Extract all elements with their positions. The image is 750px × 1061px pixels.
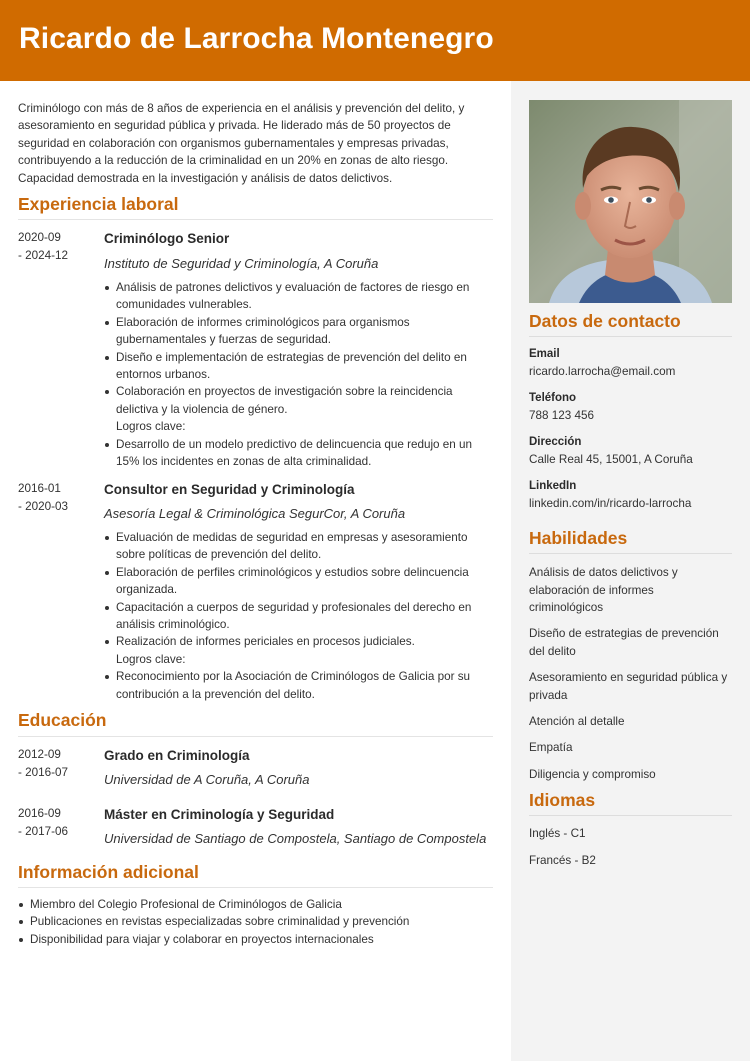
additional-title: Información adicional xyxy=(18,862,199,882)
list-item: Miembro del Colegio Profesional de Criminólogos de Galicia xyxy=(18,896,493,913)
additional-divider xyxy=(18,887,493,888)
list-item: Evaluación de medidas de seguridad en empresas y asesoramiento sobre políticas de prevención del delito. xyxy=(104,529,493,564)
linkedin-label: LinkedIn xyxy=(529,480,577,492)
education-divider xyxy=(18,736,493,737)
list-item: Reconocimiento por la Asociación de Criminólogos de Galicia por su contribución a la prevención del delito. xyxy=(104,668,493,703)
list-item: Logros clave: xyxy=(116,420,186,434)
job-2-date-end: - 2020-03 xyxy=(18,500,69,513)
profile-summary: Criminólogo con más de 8 años de experiencia en el análisis y prevención del delito, y asesoramiento en seguridad pública y privada. He liderado más de 50 proyectos de seguridad en colaboración con organismos gubernamentales y empresas privadas, contribuyendo a la reducción de la criminalidad en un 20% en zonas de alto riesgo. Capacidad demostrada en la investigación y análisis de datos delictivos. xyxy=(18,102,465,185)
skill-item: Diligencia y compromiso xyxy=(529,768,656,781)
list-item: Elaboración de informes criminológicos para organismos gubernamentales y fuerzas de seguridad. xyxy=(104,314,493,349)
job-2-duties xyxy=(104,529,493,703)
phone-value[interactable]: 788 123 456 xyxy=(529,409,594,422)
email-label: Email xyxy=(529,348,560,360)
skill-item: Análisis de datos delictivos y elaboración de informes criminológicos xyxy=(529,566,678,615)
job-1-org: Instituto de Seguridad y Criminología, A Coruña xyxy=(104,256,379,271)
languages-title: Idiomas xyxy=(529,790,596,810)
list-item: Realización de informes periciales en procesos judiciales. xyxy=(104,633,493,650)
skill-item: Empatía xyxy=(529,741,573,754)
skill-item: Diseño de estrategias de prevención del delito xyxy=(529,627,719,658)
job-2-role: Consultor en Seguridad y Criminología xyxy=(104,482,355,497)
list-item: Disponibilidad para viajar y colaborar en proyectos internacionales xyxy=(18,931,493,948)
job-2-date-start: 2016-01 xyxy=(18,482,61,495)
email-value[interactable]: ricardo.larrocha@email.com xyxy=(529,365,676,378)
edu-1-date-start: 2012-09 xyxy=(18,748,61,761)
job-1-date-start: 2020-09 xyxy=(18,231,61,244)
phone-label: Teléfono xyxy=(529,392,577,404)
list-item: Colaboración en proyectos de investigación sobre la reincidencia delictiva y la violencia de género. xyxy=(104,383,493,418)
address-value: Calle Real 45, 15001, A Coruña xyxy=(529,453,693,466)
profile-photo xyxy=(529,100,732,303)
education-title: Educación xyxy=(18,710,107,730)
skills-divider xyxy=(529,553,732,554)
contact-title: Datos de contacto xyxy=(529,311,681,331)
edu-1-school: Universidad de A Coruña, A Coruña xyxy=(104,772,310,787)
language-item: Inglés - C1 xyxy=(529,827,586,840)
job-2-org: Asesoría Legal & Criminológica SegurCor, A Coruña xyxy=(104,506,406,521)
languages-divider xyxy=(529,815,732,816)
list-item: Elaboración de perfiles criminológicos y estudios sobre delincuencia organizada. xyxy=(104,564,493,599)
experience-title: Experiencia laboral xyxy=(18,194,179,214)
candidate-name: Ricardo de Larrocha Montenegro xyxy=(19,22,494,55)
list-item: Capacitación a cuerpos de seguridad y profesionales del derecho en análisis criminológico. xyxy=(104,599,493,634)
skill-item: Asesoramiento en seguridad pública y privada xyxy=(529,671,728,702)
job-1-duties xyxy=(104,279,493,470)
experience-divider xyxy=(18,219,493,220)
edu-1-degree: Grado en Criminología xyxy=(104,748,250,763)
language-item: Francés - B2 xyxy=(529,854,596,867)
job-1-date-end: - 2024-12 xyxy=(18,249,69,262)
header-banner xyxy=(0,0,750,81)
job-1-role: Criminólogo Senior xyxy=(104,231,230,246)
list-item: Análisis de patrones delictivos y evaluación de factores de riesgo en comunidades vulnerables. xyxy=(104,279,493,314)
edu-2-date-start: 2016-09 xyxy=(18,807,61,820)
skills-title: Habilidades xyxy=(529,528,628,548)
linkedin-value[interactable]: linkedin.com/in/ricardo-larrocha xyxy=(529,497,692,510)
edu-2-school: Universidad de Santiago de Compostela, Santiago de Compostela xyxy=(104,831,487,846)
additional-list xyxy=(18,896,493,948)
edu-2-date-end: - 2017-06 xyxy=(18,825,69,838)
skill-item: Atención al detalle xyxy=(529,715,625,728)
list-item: Diseño e implementación de estrategias de prevención del delito en entornos urbanos. xyxy=(104,349,493,384)
list-item: Desarrollo de un modelo predictivo de delincuencia que redujo en un 15% los incidentes en zonas de alta criminalidad. xyxy=(104,436,493,471)
address-label: Dirección xyxy=(529,436,582,448)
list-item: Publicaciones en revistas especializadas sobre criminalidad y prevención xyxy=(18,913,493,930)
contact-divider xyxy=(529,336,732,337)
edu-1-date-end: - 2016-07 xyxy=(18,766,69,779)
list-item: Logros clave: xyxy=(116,652,186,666)
edu-2-degree: Máster en Criminología y Seguridad xyxy=(104,807,335,822)
